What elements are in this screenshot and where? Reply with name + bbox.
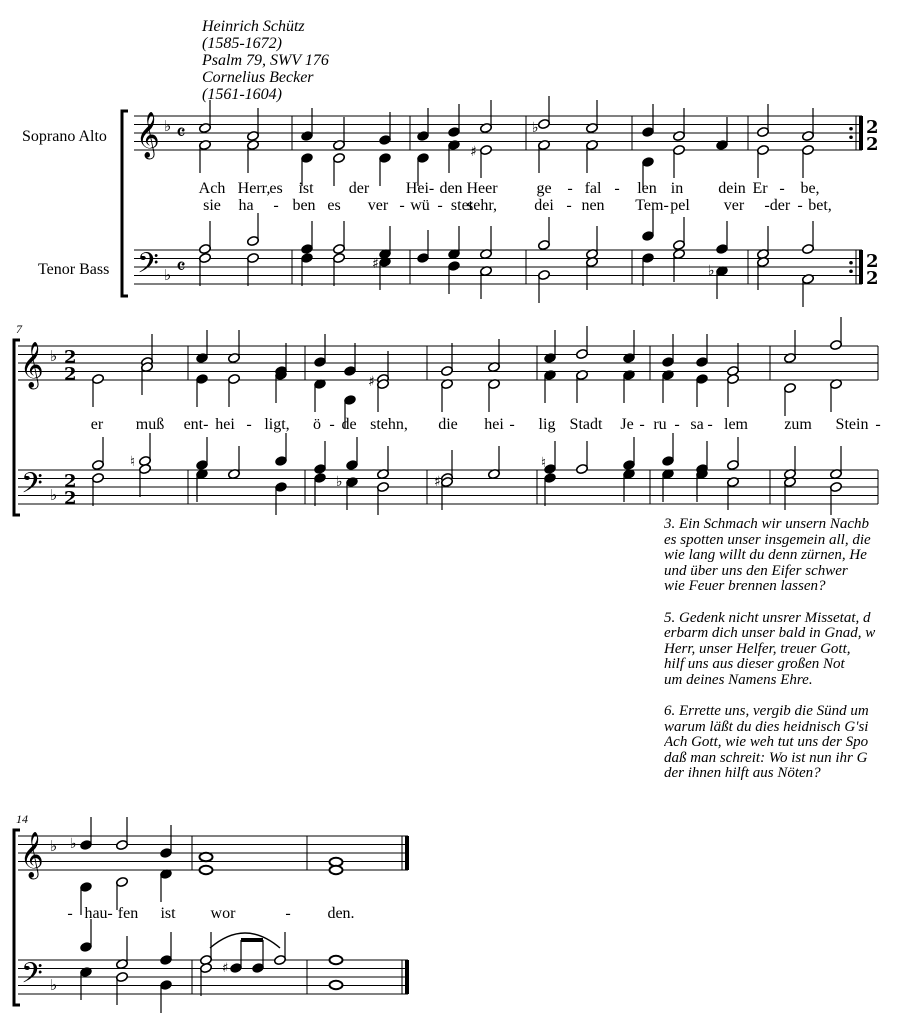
lyric-syllable: - (246, 416, 252, 433)
verse-line: es spotten unser insgemein all, die (664, 531, 871, 548)
bass-clef-icon: 𝄢 (137, 247, 159, 287)
verse-line: wie Feuer brennen lassen? (664, 578, 826, 594)
treble-clef-icon: 𝄞 (136, 112, 160, 158)
lyric-syllable: - (107, 905, 113, 922)
verse-line: 5. Gedenk nicht unsrer Missetat, d (664, 609, 871, 626)
lyric-syllable: ö (313, 416, 321, 433)
flat-accidental-icon: ♭ (708, 263, 715, 279)
bar-number-14: 14 (16, 812, 28, 826)
lyric-syllable: er (90, 416, 104, 433)
whole-note-head (330, 981, 343, 989)
whole-note-head (200, 853, 213, 861)
lyric-syllable: es (327, 197, 341, 214)
lyric-syllable: Hei- (405, 180, 435, 197)
lyric-syllable: - (67, 905, 73, 922)
lyric-syllable: dein (718, 180, 746, 197)
lyric-syllable: hei (215, 416, 235, 433)
lyric-syllable: ge (536, 180, 552, 197)
flat-accidental-icon: ♭ (164, 117, 172, 135)
flat-accidental-icon: ♭ (532, 120, 539, 136)
repeat-dot (849, 261, 853, 265)
flat-accidental-icon: ♭ (164, 266, 172, 284)
lyric-syllable: sie (203, 197, 221, 214)
flat-accidental-icon: ♭ (50, 976, 58, 994)
lyric-syllable: len (637, 180, 657, 197)
lyric-syllable: pel (670, 197, 690, 214)
common-time-icon: 𝄴 (176, 255, 186, 280)
flat-accidental-icon: ♭ (70, 836, 77, 852)
natural-accidental-icon: ♮ (130, 454, 136, 470)
bar-number-7: 7 (16, 322, 22, 336)
verse-line: der ihnen hilft aus Nöten? (664, 765, 821, 781)
lyric-syllable: Stein (835, 416, 869, 433)
time-signature-denominator: 2 (866, 134, 879, 155)
time-signature-numerator: 2 (64, 347, 77, 368)
lyric-syllable: - (437, 197, 443, 214)
lyric-syllable: wor (210, 905, 236, 922)
lyric-syllable: - (779, 180, 785, 197)
lyric-syllable: - (399, 197, 405, 214)
flat-accidental-icon: ♭ (336, 474, 343, 490)
common-time-icon: 𝄴 (176, 121, 186, 146)
lyric-syllable: sa (690, 416, 704, 433)
lyric-syllable: der (348, 180, 370, 197)
verse-line: hilf uns aus dieser großen Not (664, 656, 845, 672)
lyric-syllable: - (509, 416, 515, 433)
lyric-syllable: ist (298, 180, 314, 197)
instrument-label-lower: Tenor Bass (38, 261, 110, 278)
time-signature-denominator: 2 (64, 364, 77, 385)
sharp-accidental-icon: ♯ (470, 144, 477, 160)
instrument-label-upper: Soprano Alto (22, 128, 107, 145)
whole-note-head (200, 866, 213, 874)
lyric-syllable: nen (581, 197, 605, 214)
lyric-syllable: der (769, 197, 791, 214)
lyric-syllable: lem (724, 416, 748, 433)
lyric-syllable: - (674, 416, 680, 433)
lyric-syllable: in (670, 180, 684, 197)
lyric-syllable: Er (752, 180, 768, 197)
composer-dates: (1585-1672) (202, 35, 282, 52)
bass-clef-icon: 𝄢 (21, 467, 43, 507)
whole-note-head (330, 866, 343, 874)
time-signature-numerator: 2 (866, 251, 879, 272)
lyric-syllable: stet (450, 197, 474, 214)
lyric-syllable: - (567, 180, 573, 197)
lyric-syllable: Tem- (635, 197, 669, 214)
lyric-syllable: Herr, (237, 180, 271, 197)
verse-line: erbarm dich unser bald in Gnad, w (664, 625, 876, 641)
repeat-dot (849, 135, 853, 139)
lyric-syllable: wü (410, 197, 430, 214)
lyric-syllable: - (285, 905, 291, 922)
lyric-syllable: Stadt (569, 416, 603, 433)
natural-accidental-icon: ♮ (541, 455, 547, 471)
lyric-syllable: hau (84, 905, 108, 922)
lyric-syllable: - (614, 180, 620, 197)
time-signature-denominator: 2 (866, 268, 879, 289)
lyric-syllable: ver (723, 197, 745, 214)
lyric-syllable: dei (534, 197, 554, 214)
poet-name: Cornelius Becker (202, 69, 314, 86)
lyric-syllable: ligt, (264, 416, 290, 433)
lyric-syllable: sehr, (466, 197, 498, 214)
repeat-dot (849, 127, 853, 131)
lyric-syllable: Je (620, 416, 634, 433)
lyric-syllable: fen (117, 905, 139, 922)
flat-accidental-icon: ♭ (50, 837, 58, 855)
verse-line: warum läßt du dies heidnisch G'si (664, 718, 869, 735)
system-bracket (122, 111, 128, 296)
lyric-syllable: lig (538, 416, 556, 433)
lyric-syllable: - (329, 416, 335, 433)
verse-line: und über uns den Eifer schwer (664, 562, 848, 579)
lyric-syllable: zum (784, 416, 812, 433)
lyric-syllable: - (875, 416, 881, 433)
lyric-syllable: - (764, 197, 770, 214)
lyric-syllable: Heer (466, 180, 498, 197)
repeat-dot (849, 269, 853, 273)
lyric-syllable: stehn, (370, 416, 408, 433)
lyric-syllable: ent- (183, 416, 209, 433)
lyric-syllable: muß (135, 416, 165, 433)
time-signature-denominator: 2 (64, 488, 77, 509)
lyric-syllable: hei (484, 416, 504, 433)
flat-accidental-icon: ♭ (50, 486, 58, 504)
lyric-syllable: ru (653, 416, 667, 433)
lyric-syllable: den (439, 180, 463, 197)
lyric-syllable: - (566, 197, 572, 214)
time-signature-numerator: 2 (64, 471, 77, 492)
work-title: Psalm 79, SWV 176 (202, 52, 329, 69)
lyric-syllable: Ach (198, 180, 226, 197)
sharp-accidental-icon: ♯ (368, 374, 375, 390)
lyric-syllable: ha (238, 197, 254, 214)
flat-accidental-icon: ♭ (50, 347, 58, 365)
composer-name: Heinrich Schütz (202, 18, 305, 35)
sharp-accidental-icon: ♯ (434, 474, 441, 490)
sharp-accidental-icon: ♯ (222, 961, 229, 976)
verse-line: Herr, unser Helfer, treuer Gott, (664, 640, 851, 657)
bass-clef-icon: 𝄢 (21, 957, 43, 997)
verse-line: wie lang willt du denn zürnen, He (664, 547, 867, 563)
time-signature-numerator: 2 (866, 117, 879, 138)
verse-line: 6. Errette uns, vergib die Sünd um (664, 703, 869, 719)
verse-line: daß man schreit: Wo ist nun ihr G (664, 749, 868, 766)
lyric-syllable: - (639, 416, 645, 433)
treble-clef-icon: 𝄞 (20, 342, 44, 388)
lyric-syllable: den. (327, 905, 355, 922)
lyric-syllable: de (341, 416, 357, 433)
lyric-syllable: - (273, 197, 279, 214)
lyric-syllable: die (438, 416, 458, 433)
verse-line: Ach Gott, wie weh tut uns der Spo (664, 734, 869, 750)
lyric-syllable: ben (292, 197, 316, 214)
lyric-syllable: - (707, 416, 713, 433)
treble-clef-icon: 𝄞 (20, 832, 44, 878)
lyric-syllable: be, (800, 180, 820, 197)
verse-line: 3. Ein Schmach wir unsern Nachb (664, 517, 869, 532)
verse-line: um deines Namens Ehre. (664, 671, 813, 688)
lyric-syllable: bet, (808, 197, 832, 214)
sharp-accidental-icon: ♯ (372, 256, 379, 272)
lyric-syllable: fal (584, 180, 602, 197)
lyric-syllable: - (797, 197, 803, 214)
lyric-syllable: ist (160, 905, 176, 922)
lyric-syllable: ver (367, 197, 389, 214)
poet-dates: (1561-1604) (202, 86, 282, 103)
lyric-syllable: es (269, 180, 283, 197)
whole-note-head (330, 956, 343, 964)
